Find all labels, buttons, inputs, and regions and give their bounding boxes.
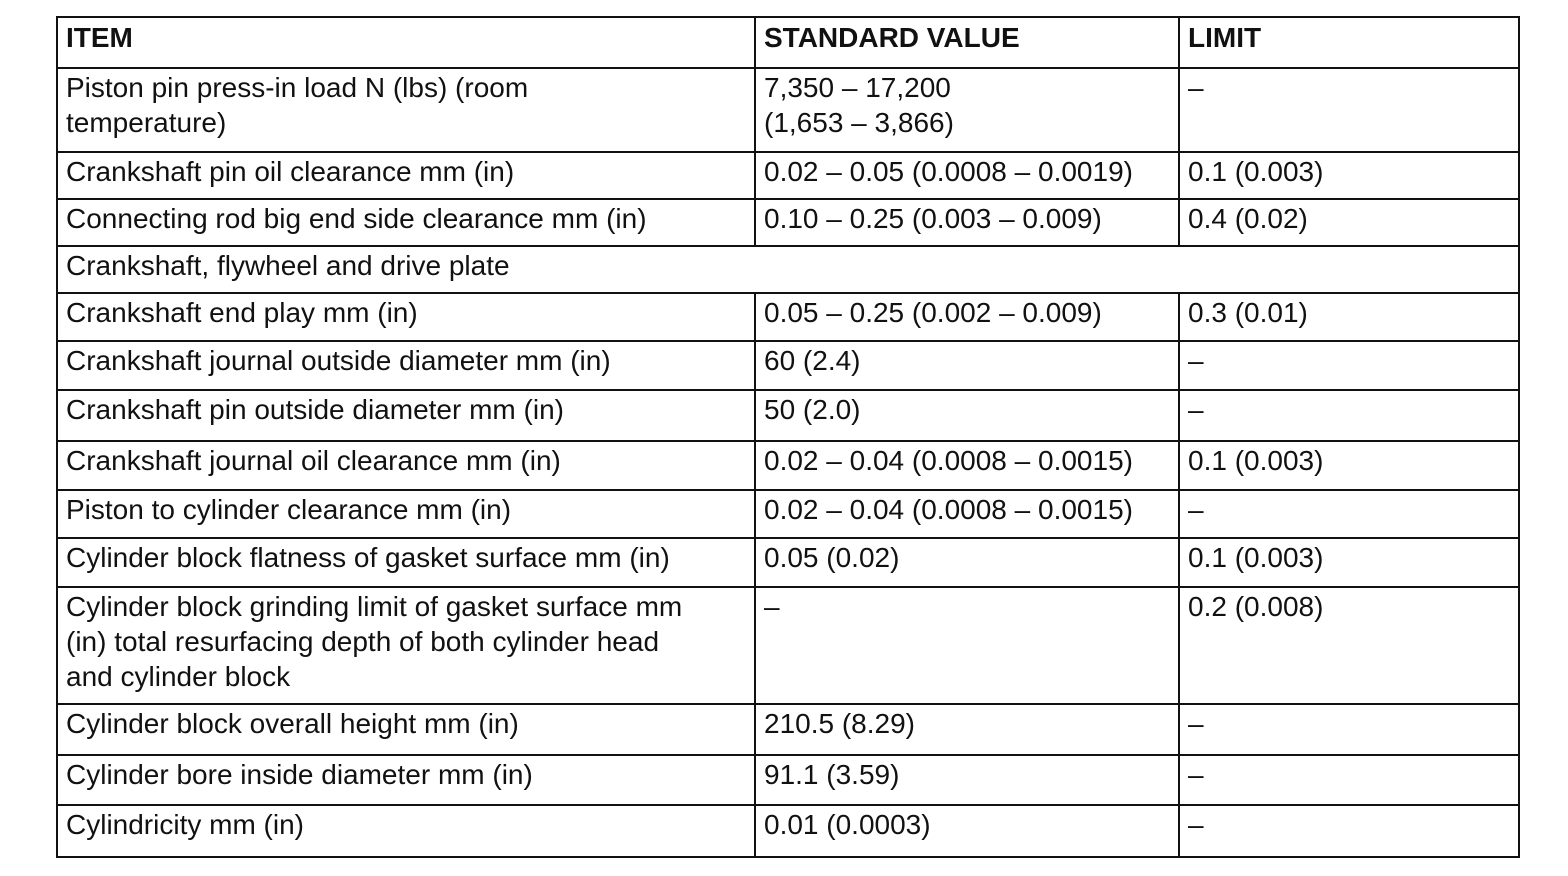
table-row: [57, 152, 1519, 199]
limit-cell: –: [1179, 390, 1519, 441]
section-heading: Crankshaft, flywheel and drive plate: [57, 246, 1519, 293]
limit-cell: –: [1179, 68, 1519, 152]
standard-text: 0.05 – 0.25 (0.002 – 0.009): [764, 297, 1102, 328]
limit-cell: 0.1 (0.003): [1179, 441, 1519, 490]
table-row: [57, 441, 1519, 490]
limit-cell: –: [1179, 704, 1519, 755]
limit-cell: 0.3 (0.01): [1179, 293, 1519, 341]
item-cell: [57, 293, 755, 341]
item-text: Piston pin press-in load N (lbs) (room: [66, 72, 529, 103]
item-text: (in) total resurfacing depth of both cylinder head: [66, 626, 660, 657]
item-text: Crankshaft journal outside diameter mm (in): [66, 345, 611, 376]
header-standard-value: STANDARD VALUE: [755, 17, 1179, 68]
limit-cell: –: [1179, 755, 1519, 805]
standard-text: 91.1 (3.59): [764, 759, 900, 790]
table-row: [57, 587, 1519, 704]
item-text: Cylindricity mm (in): [66, 809, 304, 840]
item-cell: [57, 441, 755, 490]
table-row: [57, 68, 1519, 152]
table-row: [57, 538, 1519, 587]
standard-text: 60 (2.4): [764, 345, 861, 376]
item-text: and cylinder block: [66, 661, 291, 692]
standard-text: 0.02 – 0.04 (0.0008 – 0.0015): [764, 494, 1133, 525]
standard-cell: [755, 390, 1179, 441]
table-row: [57, 805, 1519, 857]
table-row: [57, 755, 1519, 805]
standard-text: 0.02 – 0.05 (0.0008 – 0.0019): [764, 156, 1133, 187]
item-cell: [57, 152, 755, 199]
limit-cell: 0.1 (0.003): [1179, 538, 1519, 587]
item-text: temperature): [66, 107, 227, 138]
header-item: ITEM: [57, 17, 755, 68]
spec-table: [56, 16, 1520, 858]
table-row: [57, 704, 1519, 755]
item-text: Crankshaft pin outside diameter mm (in): [66, 394, 564, 425]
item-cell: [57, 390, 755, 441]
standard-text: (1,653 – 3,866): [764, 107, 954, 138]
item-cell: [57, 199, 755, 246]
standard-cell: [755, 755, 1179, 805]
item-cell: [57, 490, 755, 538]
standard-cell: [755, 805, 1179, 857]
limit-cell: –: [1179, 341, 1519, 390]
standard-cell: [755, 68, 1179, 152]
table-row: [57, 199, 1519, 246]
standard-cell: [755, 490, 1179, 538]
item-text: Crankshaft journal oil clearance mm (in): [66, 445, 561, 476]
standard-cell: [755, 152, 1179, 199]
standard-cell: [755, 341, 1179, 390]
item-cell: [57, 341, 755, 390]
item-cell: [57, 704, 755, 755]
standard-cell: [755, 704, 1179, 755]
header-row: [57, 17, 1519, 68]
limit-cell: –: [1179, 490, 1519, 538]
table-row: [57, 293, 1519, 341]
limit-cell: 0.4 (0.02): [1179, 199, 1519, 246]
section-row: [57, 246, 1519, 293]
header-limit: LIMIT: [1179, 17, 1519, 68]
table-row: [57, 490, 1519, 538]
limit-cell: 0.2 (0.008): [1179, 587, 1519, 704]
item-text: Piston to cylinder clearance mm (in): [66, 494, 512, 525]
standard-cell: [755, 441, 1179, 490]
item-cell: [57, 538, 755, 587]
limit-cell: –: [1179, 805, 1519, 857]
item-text: Crankshaft end play mm (in): [66, 297, 418, 328]
item-text: Crankshaft pin oil clearance mm (in): [66, 156, 515, 187]
table-row: [57, 390, 1519, 441]
table-row: [57, 341, 1519, 390]
item-cell: [57, 587, 755, 704]
standard-text: 0.02 – 0.04 (0.0008 – 0.0015): [764, 445, 1133, 476]
standard-text: 0.10 – 0.25 (0.003 – 0.009): [764, 203, 1102, 234]
standard-cell: [755, 199, 1179, 246]
item-cell: [57, 68, 755, 152]
standard-text: 50 (2.0): [764, 394, 861, 425]
standard-text: 0.05 (0.02): [764, 542, 900, 573]
standard-cell: [755, 293, 1179, 341]
standard-text: 210.5 (8.29): [764, 708, 915, 739]
item-text: Connecting rod big end side clearance mm (in): [66, 203, 647, 234]
standard-text: 0.01 (0.0003): [764, 809, 931, 840]
standard-cell: [755, 538, 1179, 587]
standard-cell: [755, 587, 1179, 704]
standard-text: –: [764, 591, 780, 622]
item-text: Cylinder block overall height mm (in): [66, 708, 519, 739]
item-text: Cylinder block flatness of gasket surface mm (in): [66, 542, 670, 573]
item-cell: [57, 805, 755, 857]
standard-text: 7,350 – 17,200: [764, 72, 951, 103]
item-text: Cylinder bore inside diameter mm (in): [66, 759, 533, 790]
limit-cell: 0.1 (0.003): [1179, 152, 1519, 199]
item-text: Cylinder block grinding limit of gasket surface mm: [66, 591, 683, 622]
item-cell: [57, 755, 755, 805]
